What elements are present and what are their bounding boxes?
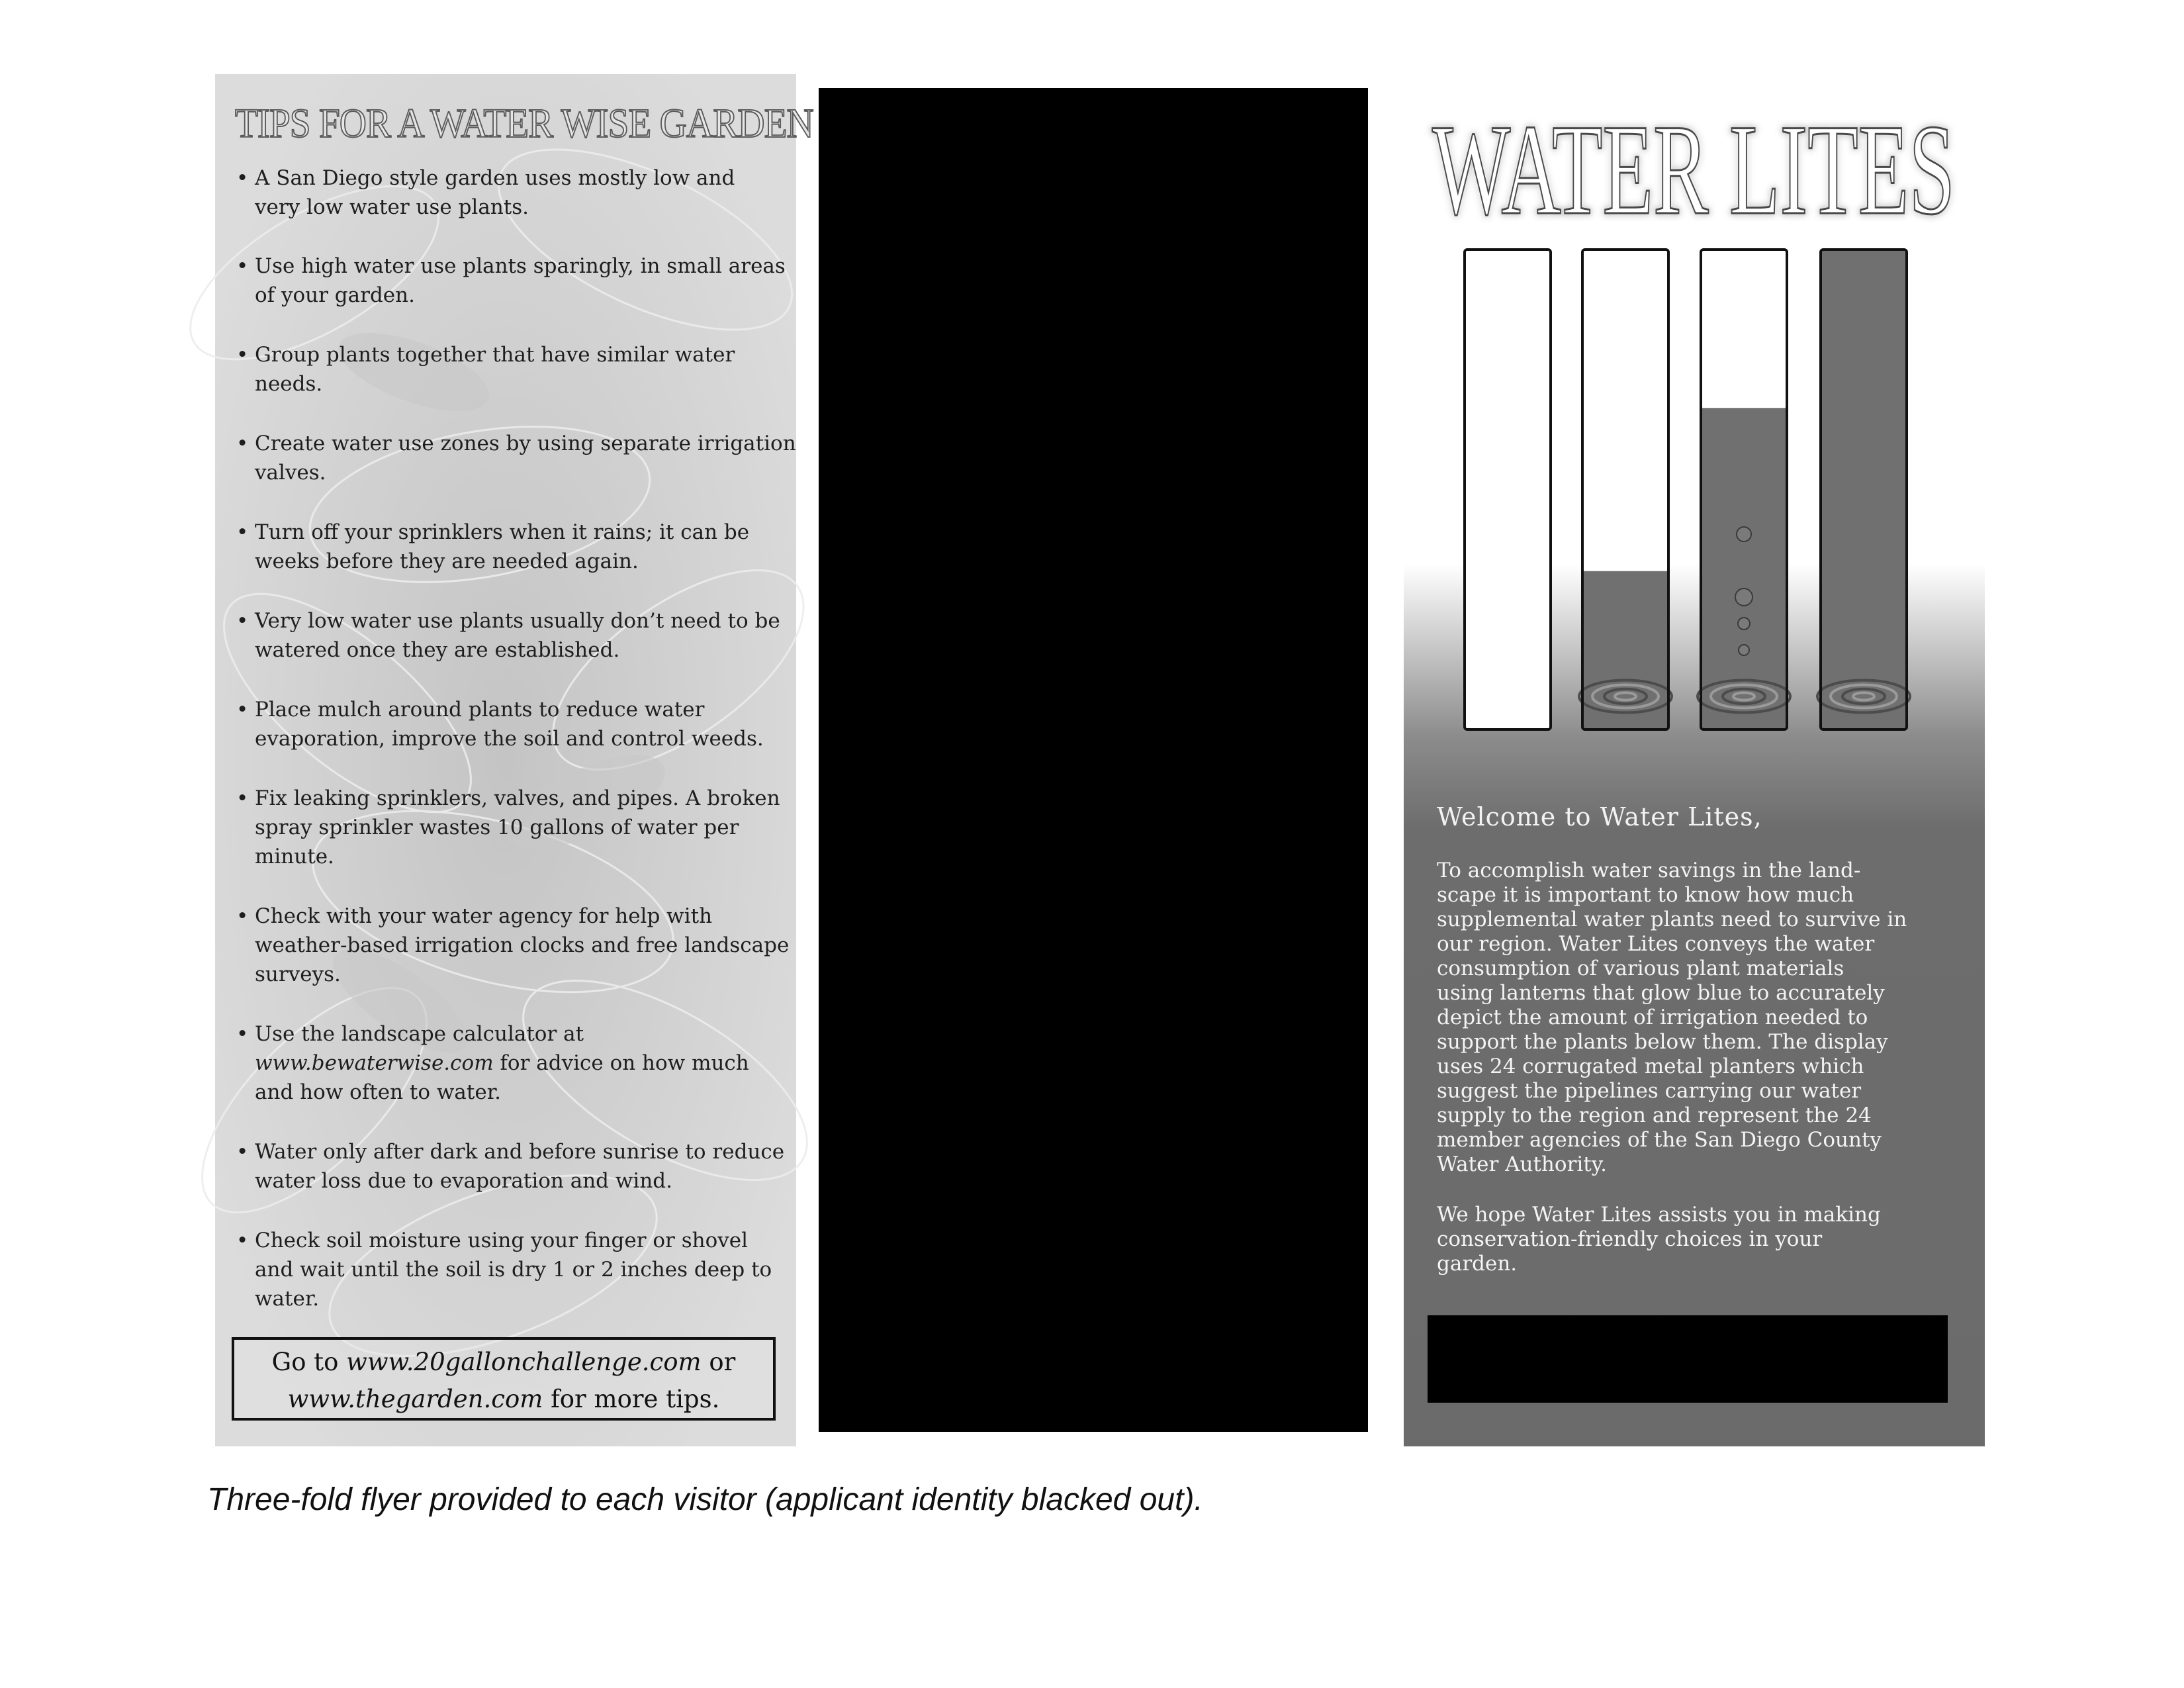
tip-item [236,1137,786,1196]
paragraph-line: Water Authority. [1437,1152,1608,1176]
tips-list [215,74,813,1332]
tip-line: Use the landscape calculator at [255,1022,584,1046]
bullet-icon: • [236,904,249,928]
tip-line: and how often to water. [255,1080,501,1104]
tip-item [236,429,796,487]
water-meter-4 [1817,250,1910,729]
bullet-icon: • [236,520,249,544]
redacted-middle-panel [819,88,1368,1432]
tip-item [236,252,786,310]
tip-line: water. [255,1287,320,1311]
bullet-icon: • [236,343,249,367]
bullet-icon: • [236,1022,249,1046]
paragraph-line: supply to the region and represent the 24 [1437,1103,1872,1127]
tip-line: of your garden. [255,283,415,307]
tip-line: Place mulch around plants to reduce water [255,698,705,722]
tip-item [236,340,786,399]
tip-line: and wait until the soil is dry 1 or 2 inches deep to [255,1258,772,1282]
tip-item [236,164,786,222]
water-fill [1582,571,1668,729]
tip-item [236,902,790,989]
tip-line: Group plants together that have similar water [255,343,735,367]
tip-line: Turn off your sprinklers when it rains; it can be [255,520,750,544]
more-tips-box [232,1337,776,1421]
bullet-icon: • [236,1140,249,1164]
link-bewaterwise[interactable]: www.bewaterwise.com [255,1051,494,1075]
tip-line: water loss due to evaporation and wind. [255,1169,672,1193]
tip-line: Check soil moisture using your finger or shovel [255,1229,749,1252]
paragraph-line: our region. Water Lites conveys the water [1437,932,1875,956]
paragraph-line: support the plants below them. The display [1437,1030,1888,1054]
tip-line: needs. [255,372,323,396]
tip-line: Use high water use plants sparingly, in small areas [255,254,786,278]
bullet-icon: • [236,432,249,455]
tip-line: weeks before they are needed again. [255,549,639,573]
paragraph-line: using lanterns that glow blue to accurately [1437,981,1885,1005]
figure-caption: Three-fold flyer provided to each visitor (applicant identity blacked out). [207,1482,1203,1517]
tip-line: Water only after dark and before sunrise to reduce [255,1140,785,1164]
goto-middle: or [701,1348,736,1376]
tip-line: A San Diego style garden uses mostly low and [255,166,735,190]
tip-line: evaporation, improve the soil and control weeds. [255,727,764,751]
tip-item [236,1226,786,1313]
link-20gallonchallenge[interactable]: www.20gallonchallenge.com [346,1348,702,1376]
bullet-icon: • [236,166,249,190]
bullet-icon: • [236,698,249,722]
water-meter-1 [1465,250,1551,729]
paragraph-line: suggest the pipelines carrying our water [1437,1079,1862,1103]
bullet-icon: • [236,254,249,278]
welcome-heading: Welcome to Water Lites, [1437,802,1762,831]
tip-line: watered once they are established. [255,638,620,662]
tip-item [236,784,786,871]
water-meter-3 [1698,250,1790,729]
paragraph-line: supplemental water plants need to survive in [1437,908,1907,931]
paragraph-line: To accomplish water savings in the land- [1437,859,1861,882]
tip-line: Create water use zones by using separate irrigation [255,432,796,455]
bullet-icon: • [236,1229,249,1252]
paragraph-line: member agencies of the San Diego County [1437,1128,1882,1152]
intro-paragraph [1437,859,1979,1177]
tips-title: TIPS FOR A WATER WISE GARDEN [235,101,813,146]
paragraph-line: We hope Water Lites assists you in making [1437,1203,1881,1227]
paragraph-line: conservation-friendly choices in your [1437,1227,1823,1251]
water-lites-panel [1404,74,1985,1446]
tip-line: valves. [255,461,326,485]
paragraph-line: scape it is important to know how much [1437,883,1854,907]
water-meters [1404,74,1985,802]
tip-line: Very low water use plants usually don’t need to be [255,609,780,633]
tip-item [236,1019,786,1107]
goto-prefix: Go to [271,1348,347,1376]
bullet-icon: • [236,786,249,810]
redacted-identity-box [1428,1315,1948,1403]
tip-line [255,1049,786,1078]
tip-item [236,518,786,576]
paragraph-line: uses 24 corrugated metal planters which [1437,1055,1864,1078]
closing-paragraph [1437,1203,1979,1276]
tip-line: weather-based irrigation clocks and free landscape [255,933,790,957]
water-fill [1821,250,1907,729]
paragraph-line: depict the amount of irrigation needed to [1437,1006,1868,1029]
paragraph-line: garden. [1437,1252,1518,1276]
tip-line: Fix leaking sprinklers, valves, and pipes. A broken [255,786,780,810]
water-meter-2 [1579,250,1672,729]
tips-panel [215,74,813,1446]
paragraph-line: consumption of various plant materials [1437,957,1844,980]
tip-line: spray sprinkler wastes 10 gallons of water per [255,816,739,839]
tip-line: minute. [255,845,334,868]
tip-line: surveys. [255,962,341,986]
goto-suffix: for more tips. [543,1385,720,1413]
bullet-icon: • [236,609,249,633]
svg-text:WATER LITES: WATER LITES [1432,98,1955,242]
tip-line: Check with your water agency for help with [255,904,713,928]
tip-line: very low water use plants. [255,195,529,219]
tip-link-suffix: for advice on how much [493,1051,749,1075]
tip-item [236,606,786,665]
link-thegarden[interactable]: www.thegarden.com [287,1385,543,1413]
tip-item [236,695,786,753]
